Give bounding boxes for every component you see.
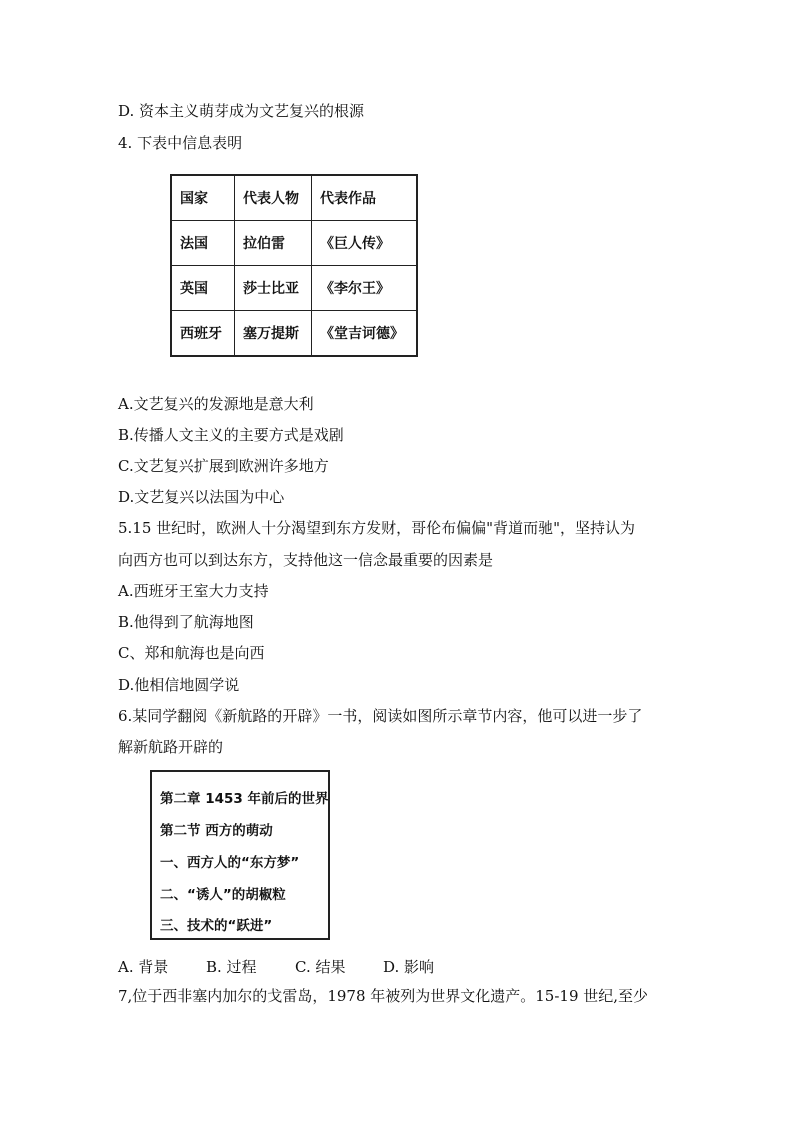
q5-option-b: B.他得到了航海地图: [118, 613, 254, 631]
subsection-item: 一、西方人的“东方梦”: [160, 855, 300, 871]
q5-stem-line1: 5.15 世纪时，欧洲人十分渴望到东方发财，哥伦布偏偏"背道而驰"，坚持认为: [118, 519, 635, 537]
q5-option-d: D.他相信地圆学说: [118, 676, 240, 694]
q6-options: [118, 956, 434, 977]
table-cell: 英国: [171, 266, 235, 311]
table-header-cell: 代表作品: [312, 175, 418, 221]
q5-stem-line2: 向西方也可以到达东方，支持他这一信念最重要的因素是: [118, 551, 494, 569]
q6-stem-line2: 解新航路开辟的: [118, 738, 224, 756]
q4-info-table: [170, 174, 418, 357]
table-cell: 塞万提斯: [235, 311, 312, 357]
q6-option-b: B. 过程: [206, 958, 257, 976]
subsection-item: 三、技术的“跃进”: [160, 918, 273, 934]
q5-option-c: C、郑和航海也是向西: [118, 644, 265, 662]
table-cell: 莎士比亚: [235, 266, 312, 311]
table-cell: 《李尔王》: [312, 266, 418, 311]
q4-option-c: C.文艺复兴扩展到欧洲许多地方: [118, 457, 329, 475]
q4-option-d: D.文艺复兴以法国为中心: [118, 488, 285, 506]
q7-stem-line1: 7,位于西非塞内加尔的戈雷岛，1978 年被列为世界文化遗产。15-19 世纪,至少: [118, 987, 649, 1005]
table-header-row: [171, 175, 417, 221]
table-row: [171, 266, 417, 311]
q6-option-a: A. 背景: [118, 958, 169, 976]
q5-option-a: A.西班牙王室大力支持: [118, 582, 269, 600]
q4-option-a: A.文艺复兴的发源地是意大利: [118, 395, 314, 413]
q3-option-d: D. 资本主义萌芽成为文艺复兴的根源: [118, 102, 365, 120]
table-cell: 《巨人传》: [312, 221, 418, 266]
q6-option-d: D. 影响: [383, 958, 435, 976]
table-header-cell: 国家: [171, 175, 235, 221]
table-cell: 法国: [171, 221, 235, 266]
q6-stem-line1: 6.某同学翻阅《新航路的开辟》一书，阅读如图所示章节内容，他可以进一步了: [118, 707, 643, 725]
table-cell: 西班牙: [171, 311, 235, 357]
table-row: [171, 221, 417, 266]
table-header-cell: 代表人物: [235, 175, 312, 221]
q4-option-b: B.传播人文主义的主要方式是戏剧: [118, 426, 344, 444]
q4-stem: 4. 下表中信息表明: [118, 134, 243, 152]
q6-chapter-box: [150, 770, 330, 940]
chapter-title: 第二章 1453 年前后的世界: [160, 791, 329, 807]
table-cell: 拉伯雷: [235, 221, 312, 266]
q6-option-c: C. 结果: [295, 958, 346, 976]
table-cell: 《堂吉诃德》: [312, 311, 418, 357]
table-row: [171, 311, 417, 357]
subsection-item: 二、“诱人”的胡椒粒: [160, 887, 286, 903]
section-title: 第二节 西方的萌动: [160, 823, 273, 839]
